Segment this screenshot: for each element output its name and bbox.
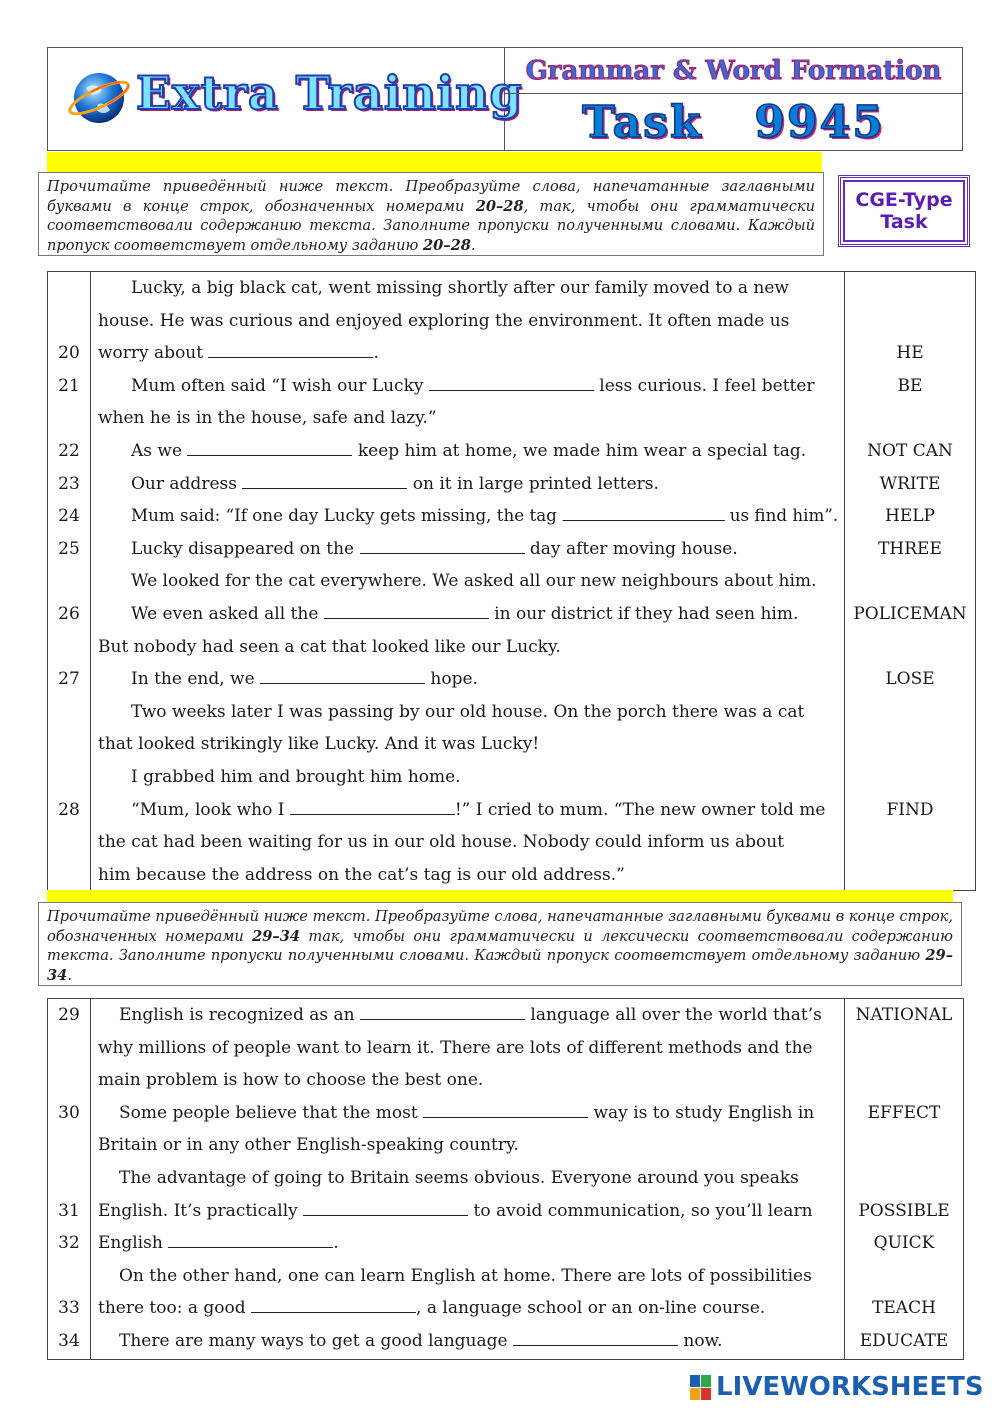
text-segment: keep him at home, we made him wear a special tag. bbox=[352, 441, 807, 461]
text-segment: Mum often said “I wish our Lucky bbox=[131, 375, 429, 396]
yellow-bar bbox=[47, 152, 822, 172]
logo-area bbox=[48, 48, 523, 150]
answer-blank[interactable] bbox=[360, 539, 525, 554]
yellow-bar-2 bbox=[47, 890, 953, 902]
passage-line bbox=[98, 1070, 838, 1090]
text-segment: language all over the world that’s bbox=[525, 1005, 822, 1025]
table-row bbox=[48, 598, 975, 631]
table-row bbox=[48, 1162, 963, 1195]
passage-line bbox=[131, 278, 838, 298]
table-row bbox=[48, 435, 975, 468]
passage-line bbox=[119, 1266, 838, 1286]
text-segment: Two weeks later I was passing by our old house. On the porch there was a cat bbox=[131, 701, 805, 722]
question-number: 30 bbox=[58, 1102, 80, 1123]
text-segment: when he is in the house, safe and lazy.” bbox=[98, 408, 437, 429]
answer-blank[interactable] bbox=[187, 441, 352, 456]
text-segment: We looked for the cat everywhere. We asked all our new neighbours about him. bbox=[131, 571, 817, 592]
passage-line bbox=[131, 702, 838, 722]
passage-line bbox=[98, 832, 838, 852]
table-row bbox=[48, 1195, 963, 1228]
answer-blank[interactable] bbox=[251, 1298, 416, 1313]
question-number: 23 bbox=[58, 473, 80, 494]
question-number: 32 bbox=[58, 1233, 80, 1254]
table-row bbox=[48, 402, 975, 435]
table-row bbox=[48, 1129, 963, 1162]
answer-blank[interactable] bbox=[290, 800, 455, 815]
table-row bbox=[48, 1227, 963, 1260]
passage-line bbox=[131, 539, 838, 559]
table-row bbox=[48, 728, 975, 761]
text-segment: him because the address on the cat’s tag is our old address.” bbox=[98, 864, 625, 885]
question-number: 34 bbox=[58, 1331, 80, 1351]
passage-line bbox=[131, 800, 838, 820]
table-row bbox=[48, 1260, 963, 1293]
text-segment: On the other hand, one can learn English at home. There are lots of possibilities bbox=[119, 1265, 812, 1286]
question-number: 31 bbox=[58, 1200, 80, 1221]
text-segment: worry about bbox=[98, 343, 209, 364]
instructions-1: Прочитайте приведённый ниже текст. Преобразуйте слова, напечатанные заглавными буквами в конце строк, обозначенных номерами 20–28, так, чтобы они грамматически соответствовали содержанию текста. Заполните пропуски полученными словами. Каждый пропуск соответствует отдельному заданию 20–28. bbox=[38, 172, 824, 256]
passage-line bbox=[119, 1005, 838, 1025]
text-segment: Mum said: “If one day Lucky gets missing, the tag bbox=[131, 506, 563, 527]
globe-icon bbox=[66, 66, 132, 128]
answer-blank[interactable] bbox=[260, 669, 425, 684]
table-row bbox=[48, 565, 975, 598]
keyword: BE bbox=[897, 375, 923, 396]
passage-line bbox=[119, 1103, 838, 1123]
text-segment: the cat had been waiting for us in our old house. Nobody could inform us about bbox=[98, 832, 785, 853]
table-row bbox=[48, 631, 975, 664]
text-segment: But nobody had seen a cat that looked like our Lucky. bbox=[98, 636, 561, 657]
answer-blank[interactable] bbox=[303, 1201, 468, 1216]
text-segment: English bbox=[98, 1233, 169, 1254]
passage-line bbox=[131, 604, 838, 624]
table-row bbox=[48, 370, 975, 403]
table-row bbox=[48, 859, 975, 892]
passage-line bbox=[98, 1233, 838, 1253]
question-number: 22 bbox=[58, 441, 80, 461]
passage-line bbox=[98, 734, 838, 754]
question-number: 25 bbox=[58, 538, 80, 559]
passage-line bbox=[98, 311, 838, 331]
keyword: EDUCATE bbox=[859, 1331, 949, 1351]
keyword: TEACH bbox=[872, 1298, 936, 1319]
exercise-table-2 bbox=[47, 998, 964, 1360]
table-row bbox=[48, 1032, 963, 1065]
answer-blank[interactable] bbox=[562, 506, 724, 521]
cge-type-badge bbox=[838, 175, 970, 247]
passage-line bbox=[131, 474, 838, 494]
page-header bbox=[47, 47, 963, 151]
text-segment: in our district if they had seen him. bbox=[488, 604, 799, 624]
table-row bbox=[48, 826, 975, 859]
question-number: 24 bbox=[58, 506, 80, 527]
text-segment: way is to study English in bbox=[588, 1102, 815, 1123]
table-row bbox=[48, 794, 975, 827]
instructions-2: Прочитайте приведённый ниже текст. Преобразуйте слова, напечатанные заглавными буквами в конце строк, обозначенных номерами 29–34 так, чтобы они грамматически и лексически соответствовали содержанию текста. Заполните пропуски полученными словами. Каждый пропуск соответствует отдельному заданию 29–34. bbox=[38, 902, 962, 986]
question-number: 28 bbox=[58, 799, 80, 820]
text-segment: In the end, we bbox=[131, 669, 261, 690]
answer-blank[interactable] bbox=[423, 1103, 588, 1118]
text-segment: , a language school or an on-line course. bbox=[416, 1298, 766, 1319]
answer-blank[interactable] bbox=[242, 474, 407, 489]
keyword: HE bbox=[896, 343, 924, 364]
table-row bbox=[48, 305, 975, 338]
passage-line bbox=[98, 1135, 838, 1155]
text-segment: English. It’s practically bbox=[98, 1200, 304, 1221]
text-segment: that looked strikingly like Lucky. And it was Lucky! bbox=[98, 734, 540, 755]
text-segment: Some people believe that the most bbox=[119, 1102, 424, 1123]
liveworksheets-text: LIVEWORKSHEETS bbox=[716, 1372, 984, 1402]
text-segment: I grabbed him and brought him home. bbox=[131, 767, 461, 787]
exercise-table-1 bbox=[47, 271, 976, 891]
passage-line bbox=[98, 408, 838, 428]
passage-line bbox=[119, 1168, 838, 1188]
answer-blank[interactable] bbox=[208, 343, 373, 358]
table-row bbox=[48, 1064, 963, 1097]
text-segment: there too: a good bbox=[98, 1298, 252, 1319]
task-number: Task 9945 bbox=[582, 96, 885, 148]
badge-line2: Task bbox=[880, 211, 928, 233]
passage-line bbox=[98, 865, 838, 885]
passage-line bbox=[98, 1201, 838, 1221]
text-segment: There are many ways to get a good language bbox=[119, 1331, 513, 1351]
subtitle: Grammar & Word Formation bbox=[525, 55, 942, 86]
task-cell bbox=[505, 94, 962, 150]
text-segment: The advantage of going to Britain seems obvious. Everyone around you speaks bbox=[119, 1168, 799, 1188]
liveworksheets-logo[interactable] bbox=[690, 1372, 984, 1402]
question-number: 26 bbox=[58, 604, 80, 624]
question-number: 21 bbox=[58, 375, 80, 396]
text-segment: Lucky, a big black cat, went missing shortly after our family moved to a new bbox=[131, 278, 789, 298]
answer-blank[interactable] bbox=[168, 1233, 333, 1248]
table-row bbox=[48, 337, 975, 370]
answer-blank[interactable] bbox=[429, 376, 594, 391]
text-segment: “Mum, look who I bbox=[131, 799, 290, 820]
passage-line bbox=[98, 1298, 838, 1318]
text-segment: main problem is how to choose the best one. bbox=[98, 1070, 484, 1091]
question-number: 27 bbox=[58, 669, 80, 690]
passage-line bbox=[98, 343, 838, 363]
text-segment: Our address bbox=[131, 473, 243, 494]
text-segment: English is recognized as an bbox=[119, 1005, 361, 1025]
text-segment: to avoid communication, so you’ll learn bbox=[468, 1200, 813, 1221]
text-segment: us find him”. bbox=[724, 506, 839, 527]
keyword: THREE bbox=[878, 538, 942, 559]
keyword: NATIONAL bbox=[855, 1005, 953, 1025]
text-segment: house. He was curious and enjoyed exploring the environment. It often made us bbox=[98, 310, 790, 331]
passage-line bbox=[98, 637, 838, 657]
table-row bbox=[48, 696, 975, 729]
keyword: EFFECT bbox=[867, 1102, 941, 1123]
question-number: 33 bbox=[58, 1298, 80, 1319]
logo-title: Extra Training bbox=[136, 66, 523, 120]
liveworksheets-icon bbox=[690, 1375, 712, 1401]
table-row bbox=[48, 272, 975, 305]
text-segment: As we bbox=[131, 441, 188, 461]
passage-line bbox=[119, 1331, 838, 1351]
text-segment: We even asked all the bbox=[131, 604, 324, 624]
table-row bbox=[48, 663, 975, 696]
passage-line bbox=[131, 506, 839, 527]
table-row bbox=[48, 468, 975, 501]
answer-blank[interactable] bbox=[360, 1005, 525, 1020]
answer-blank[interactable] bbox=[324, 604, 489, 619]
answer-blank[interactable] bbox=[513, 1331, 678, 1346]
text-segment: hope. bbox=[425, 669, 478, 690]
table-row bbox=[48, 1325, 963, 1358]
table-row bbox=[48, 761, 975, 794]
subtitle-cell bbox=[505, 48, 962, 94]
passage-line bbox=[131, 441, 838, 461]
question-number: 29 bbox=[58, 1005, 80, 1025]
text-segment: on it in large printed letters. bbox=[407, 473, 659, 494]
table-row bbox=[48, 1292, 963, 1325]
keyword: FIND bbox=[886, 799, 934, 820]
question-number: 20 bbox=[58, 343, 80, 364]
passage-line bbox=[131, 571, 838, 591]
keyword: POSSIBLE bbox=[858, 1200, 950, 1221]
table-row bbox=[48, 500, 975, 533]
badge-line1: CGE-Type bbox=[855, 189, 953, 211]
keyword: QUICK bbox=[873, 1233, 935, 1254]
text-segment: . bbox=[373, 343, 379, 364]
table-row bbox=[48, 533, 975, 566]
passage-line bbox=[131, 767, 838, 787]
keyword: POLICEMAN bbox=[853, 604, 967, 624]
text-segment: !” I cried to mum. “The new owner told me bbox=[454, 799, 826, 820]
text-segment: day after moving house. bbox=[524, 538, 738, 559]
passage-line bbox=[131, 376, 838, 396]
table-row bbox=[48, 1097, 963, 1130]
passage-line bbox=[98, 1038, 838, 1058]
keyword: NOT CAN bbox=[867, 441, 953, 461]
text-segment: now. bbox=[677, 1331, 723, 1351]
table-row bbox=[48, 999, 963, 1032]
text-segment: . bbox=[333, 1233, 339, 1254]
passage-line bbox=[131, 669, 838, 689]
keyword: HELP bbox=[885, 506, 935, 527]
text-segment: Lucky disappeared on the bbox=[131, 538, 360, 559]
keyword: LOSE bbox=[885, 669, 935, 690]
text-segment: why millions of people want to learn it. There are lots of different methods and the bbox=[98, 1037, 813, 1058]
keyword: WRITE bbox=[879, 473, 941, 494]
text-segment: Britain or in any other English-speaking country. bbox=[98, 1135, 519, 1156]
text-segment: less curious. I feel better bbox=[593, 375, 815, 396]
